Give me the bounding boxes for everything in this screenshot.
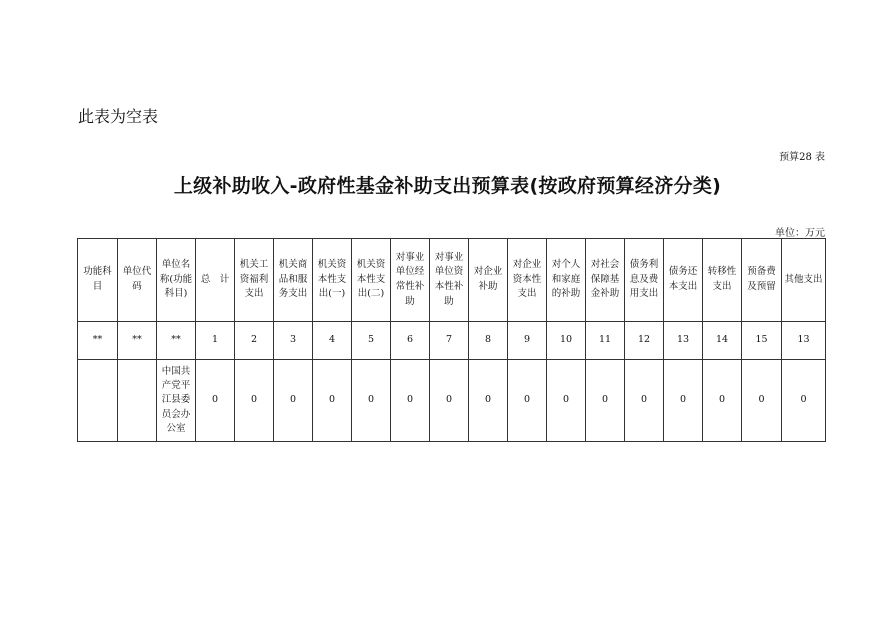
data-cell-unit-name: 中国共产党平江县委员会办公室 bbox=[157, 360, 196, 442]
page-title: 上级补助收入-政府性基金补助支出预算表(按政府预算经济分类) bbox=[173, 175, 722, 197]
number-cell: ** bbox=[118, 322, 157, 360]
header-cell-transfer: 转移性支出 bbox=[703, 239, 742, 322]
unit-label: 单位：万元 bbox=[775, 228, 825, 239]
budget-table bbox=[77, 238, 826, 442]
header-cell-debt-principal: 债务还本支出 bbox=[664, 239, 703, 322]
data-cell: 0 bbox=[391, 360, 430, 442]
number-cell: 8 bbox=[469, 322, 508, 360]
empty-table-note: 此表为空表 bbox=[78, 107, 159, 126]
table-number: 预算28 表 bbox=[779, 152, 825, 163]
number-cell: 2 bbox=[235, 322, 274, 360]
header-cell-reserve: 预备费及预留 bbox=[742, 239, 782, 322]
number-cell: 13 bbox=[782, 322, 826, 360]
number-cell: 15 bbox=[742, 322, 782, 360]
data-cell: 0 bbox=[235, 360, 274, 442]
data-cell: 0 bbox=[703, 360, 742, 442]
header-cell-capital-2: 机关资本性支出(二) bbox=[352, 239, 391, 322]
data-cell: 0 bbox=[196, 360, 235, 442]
header-cell-goods-services: 机关商品和服务支出 bbox=[274, 239, 313, 322]
number-cell: 11 bbox=[586, 322, 625, 360]
header-row bbox=[78, 239, 826, 322]
header-cell-debt-interest: 债务利息及费用支出 bbox=[625, 239, 664, 322]
header-cell-capital-1: 机关资本性支出(一) bbox=[313, 239, 352, 322]
header-cell-unit-name: 单位名称(功能科目) bbox=[157, 239, 196, 322]
number-cell: 1 bbox=[196, 322, 235, 360]
number-cell: 6 bbox=[391, 322, 430, 360]
data-cell: 0 bbox=[782, 360, 826, 442]
data-cell: 0 bbox=[742, 360, 782, 442]
data-cell: 0 bbox=[469, 360, 508, 442]
header-cell-salary-welfare: 机关工资福利支出 bbox=[235, 239, 274, 322]
data-cell-unit-code bbox=[118, 360, 157, 442]
data-cell: 0 bbox=[586, 360, 625, 442]
table-row bbox=[78, 360, 826, 442]
header-cell-unit-code: 单位代码 bbox=[118, 239, 157, 322]
data-cell: 0 bbox=[664, 360, 703, 442]
number-cell: 7 bbox=[430, 322, 469, 360]
data-cell: 0 bbox=[508, 360, 547, 442]
number-cell: 3 bbox=[274, 322, 313, 360]
number-cell: 10 bbox=[547, 322, 586, 360]
header-cell-individual-family: 对个人和家庭的补助 bbox=[547, 239, 586, 322]
header-cell-total: 总 计 bbox=[196, 239, 235, 322]
header-cell-other: 其他支出 bbox=[782, 239, 826, 322]
header-cell-function-subject: 功能科目 bbox=[78, 239, 118, 322]
number-cell: 13 bbox=[664, 322, 703, 360]
header-cell-social-security: 对社会保障基金补助 bbox=[586, 239, 625, 322]
header-cell-institution-regular: 对事业单位经常性补助 bbox=[391, 239, 430, 322]
number-cell: ** bbox=[157, 322, 196, 360]
number-cell: 12 bbox=[625, 322, 664, 360]
data-cell: 0 bbox=[547, 360, 586, 442]
column-number-row bbox=[78, 322, 826, 360]
header-cell-enterprise-subsidy: 对企业补助 bbox=[469, 239, 508, 322]
number-cell: 4 bbox=[313, 322, 352, 360]
data-cell: 0 bbox=[274, 360, 313, 442]
data-cell: 0 bbox=[430, 360, 469, 442]
number-cell: 14 bbox=[703, 322, 742, 360]
number-cell: 9 bbox=[508, 322, 547, 360]
data-cell-function-subject bbox=[78, 360, 118, 442]
data-cell: 0 bbox=[625, 360, 664, 442]
number-cell: 5 bbox=[352, 322, 391, 360]
data-cell: 0 bbox=[313, 360, 352, 442]
number-cell: ** bbox=[78, 322, 118, 360]
header-cell-enterprise-capital: 对企业资本性支出 bbox=[508, 239, 547, 322]
header-cell-institution-capital: 对事业单位资本性补助 bbox=[430, 239, 469, 322]
data-cell: 0 bbox=[352, 360, 391, 442]
